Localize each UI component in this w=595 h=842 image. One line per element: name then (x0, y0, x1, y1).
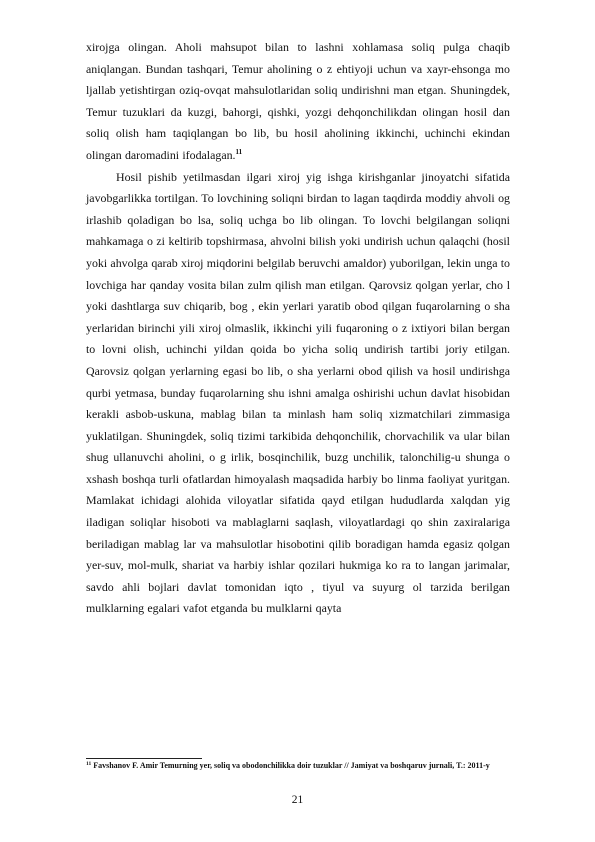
footnote-divider (86, 758, 202, 759)
paragraph-2: Hosil pishib yetilmasdan ilgari xiroj yig ishga kirishganlar jinoyatchi sifatida javobgarlikka tortilgan. To lovchining soliqni birdan to lagan taqdirda moddiy ahvoli og irlashib qoladigan bo lsa, soliq uchga bo lib olingan. To lovchi belgilangan soliqni mahkamaga o zi keltirib topshirmasa, ahvolni bilish yoki undirish uchun qalaqchi (hosil yoki ahvolga qarab xiroj miqdorini belgilab beruvchi amaldor) yuborilgan, lekin unga to lovchiga har qanday vosita bilan zulm qilish man etilgan. Qarovsiz qolgan yerlar, cho l yoki dashtlarga suv chiqarib, bog , ekin yerlari yaratib obod qilgan fuqarolarning o sha yerlaridan birinchi yili xiroj olmaslik, ikkinchi yili fuqaroning o z ixtiyori bilan bergan to lovni olish, uchinchi yildan qoida bo yicha soliq undirish tartibi joriy etilgan. Qarovsiz qolgan yerlarning egasi bo lib, o sha yerlarni obod qilish va hosil undirishga qurbi yetmasa, bunday fuqarolarning shu ishni amalga oshirishi uchun davlat hisobidan kerakli asbob-uskuna, mablag bilan ta minlash ham soliq xizmatchilari zimmasiga yuklatilgan. Shuningdek, soliq tizimi tarkibida dehqonchilik, chorvachilik va ular bilan shug ullanuvchi aholini, o g irlik, bosqinchilik, buzg unchilik, talonchilig-u shunga o xshash boshqa turli ofatlardan himoyalash maqsadida harbiy bo linma faoliyat yuritgan. Mamlakat ichidagi alohida viloyatlar sifatida qayd etilgan hududlarda xalqdan yig iladigan soliqlar hisoboti va mablaglarni saqlash, viloyatlardagi qo shin zaxiralariga beriladigan mablag lar va mahsulotlar hisobotini qilib boradigan hamda egasiz qolgan yer-suv, mol-mulk, shariat va harbiy ishlar qozilari hukmiga ko ra to langan jarimalar, savdo ahli bojlari davlat tomonidan iqto , tiyul va suyurg ol tarzida berilgan mulklarning egalari vafot etganda bu mulklarni qayta (86, 169, 510, 616)
paragraph-1-text: xirojga olingan. Aholi mahsupot bilan to lashni xohlamasa soliq pulga chaqib aniqlangan. Bundan tashqari, Temur aholining o z ehtiyoji uchun va xayr-ehsonga mo ljallab yetishtirgan oziq-ovqat mahsulotlaridan soliq undirishni man etgan. Shuningdek, Temur tuzuklari da kuzgi, bahorgi, qishki, yozgi dehqonchilikdan olingan hosil dan soliq olish ham taqiqlangan bo lib, bu hosil aholining ikkinchi, uchinchi ekindan olingan daromadini ifodalagan. (86, 40, 510, 162)
footnote-reference[interactable]: 11 (235, 147, 243, 156)
footnote-text: Favshanov F. Amir Temurning yer, soliq va obodonchilikka doir tuzuklar // Jamiyat va boshqaruv jurnali, T.: 2011-y (91, 761, 490, 770)
paragraph-1 (86, 37, 510, 167)
footnote-number: 11 (86, 761, 92, 767)
footnote (86, 760, 510, 772)
page-number: 21 (291, 794, 304, 806)
page-body (86, 37, 510, 620)
